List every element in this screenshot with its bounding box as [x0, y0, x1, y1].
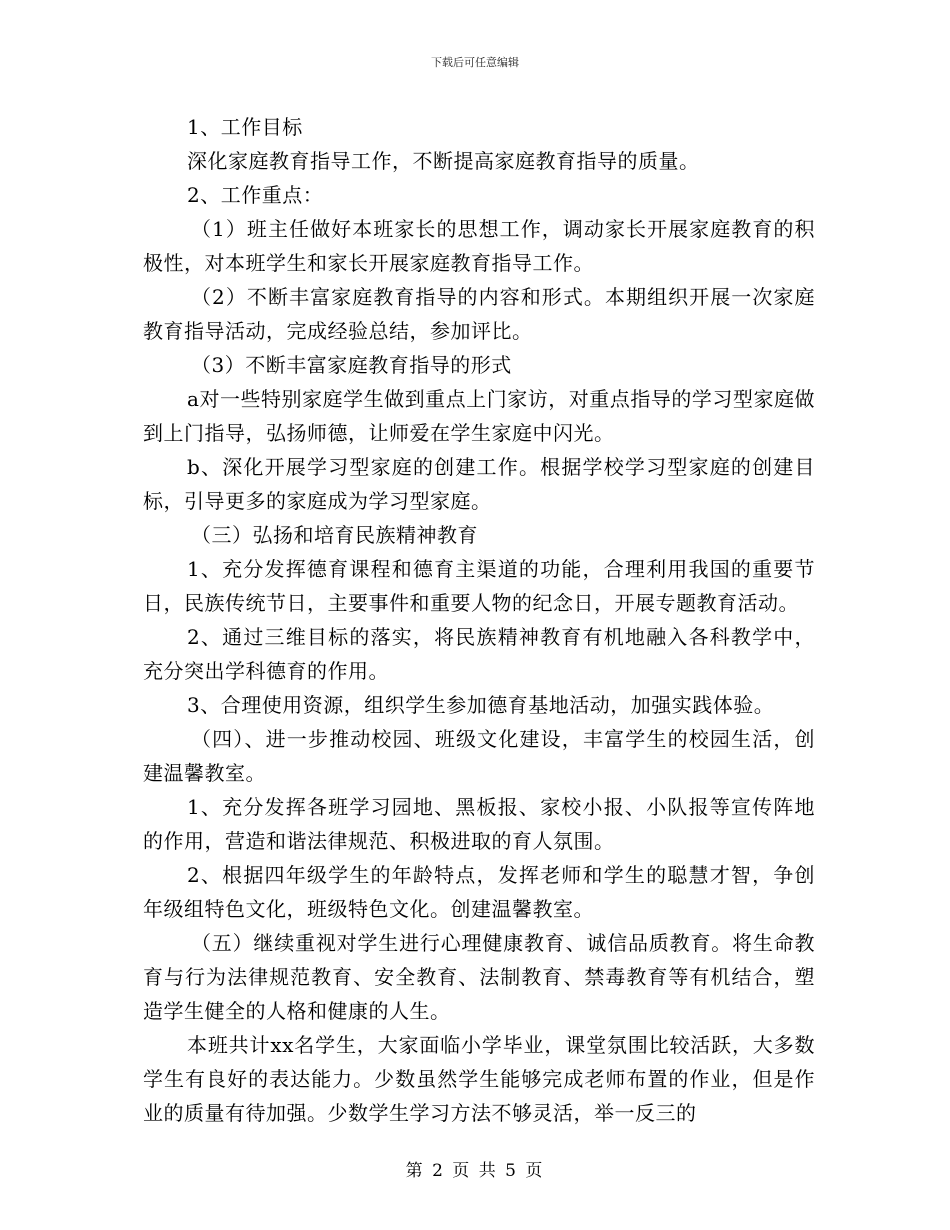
paragraph: （五）继续重视对学生进行心理健康教育、诚信品质教育。将生命教育与行为法律规范教育、安全教育、法制教育、禁毒教育等有机结合，塑造学生健全的人格和健康的人生。 — [143, 931, 815, 1023]
paragraph: （三）弘扬和培育民族精神教育 — [191, 523, 478, 547]
document-body — [143, 110, 815, 1130]
paragraph: 深化家庭教育指导工作，不断提高家庭教育指导的质量。 — [187, 149, 700, 173]
page-header: 下载后可任意编辑 — [431, 56, 519, 69]
paragraph: 1、充分发挥德育课程和德育主渠道的功能，合理利用我国的重要节日，民族传统节日，主要事件和重要人物的纪念日，开展专题教育活动。 — [143, 557, 815, 615]
paragraph: b、深化开展学习型家庭的创建工作。根据学校学习型家庭的创建目标，引导更多的家庭成为学习型家庭。 — [143, 455, 815, 513]
paragraph: 2、工作重点： — [187, 183, 324, 207]
paragraph: 1、工作目标 — [187, 115, 303, 139]
page-footer: 第 2 页 共 5 页 — [405, 1161, 545, 1181]
paragraph: 2、通过三维目标的落实，将民族精神教育有机地融入各科教学中，充分突出学科德育的作用。 — [143, 625, 815, 683]
paragraph: 本班共计xx名学生，大家面临小学毕业，课堂氛围比较活跃，大多数学生有良好的表达能力。少数虽然学生能够完成老师布置的作业，但是作业的质量有待加强。少数学生学习方法不够灵活，举一反三的 — [143, 1033, 815, 1125]
paragraph: 3、合理使用资源，组织学生参加德育基地活动，加强实践体验。 — [187, 693, 775, 717]
paragraph: 1、充分发挥各班学习园地、黑板报、家校小报、小队报等宣传阵地的作用，营造和谐法律规范、积极进取的育人氛围。 — [143, 795, 815, 853]
paragraph: （四）、进一步推动校园、班级文化建设，丰富学生的校园生活，创建温馨教室。 — [143, 727, 815, 785]
paragraph: （1）班主任做好本班家长的思想工作，调动家长开展家庭教育的积极性，对本班学生和家长开展家庭教育指导工作。 — [143, 217, 815, 275]
paragraph: （3）不断丰富家庭教育指导的形式 — [191, 353, 512, 377]
paragraph: （2）不断丰富家庭教育指导的内容和形式。本期组织开展一次家庭教育指导活动，完成经验总结，参加评比。 — [143, 285, 815, 343]
paragraph: 2、根据四年级学生的年龄特点，发挥老师和学生的聪慧才智，争创年级组特色文化，班级特色文化。创建温馨教室。 — [143, 863, 815, 921]
paragraph: a对一些特别家庭学生做到重点上门家访，对重点指导的学习型家庭做到上门指导，弘扬师德，让师爱在学生家庭中闪光。 — [143, 387, 815, 445]
